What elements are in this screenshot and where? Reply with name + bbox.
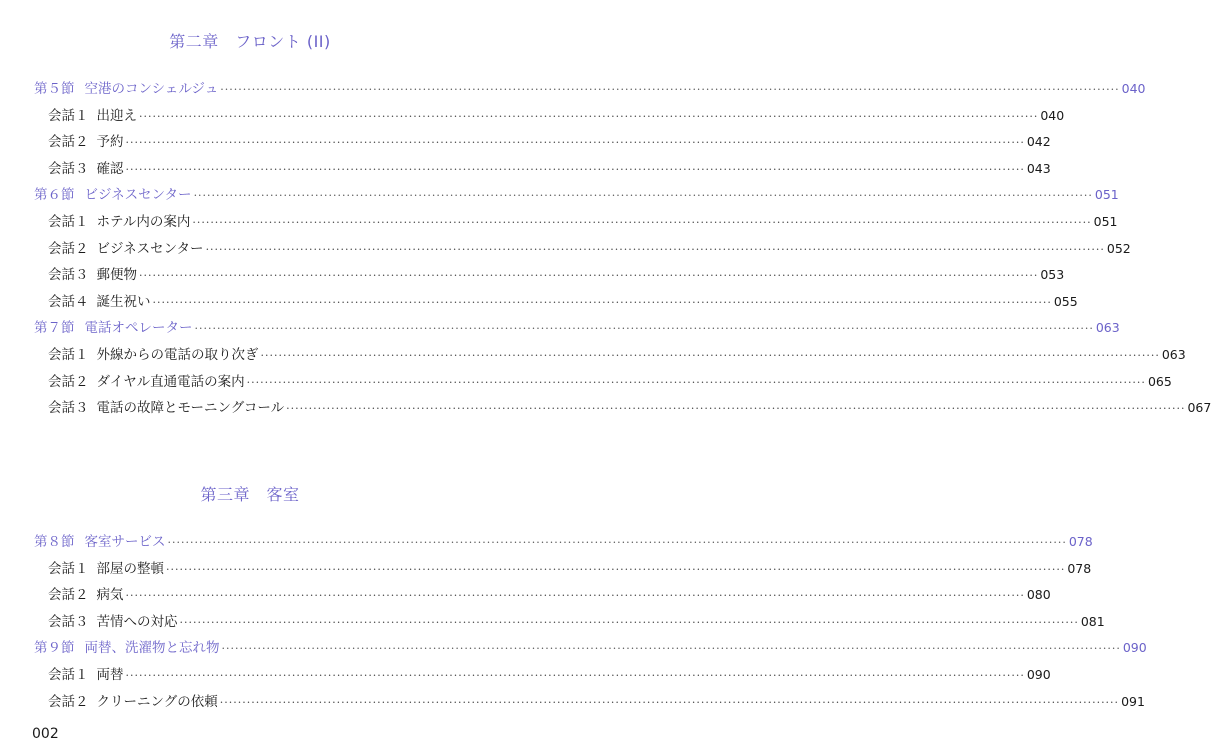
chapter-title: 第三章 客室: [200, 485, 300, 504]
toc-page-number: 090: [1026, 666, 1051, 682]
toc-entry-label: [48, 662, 124, 689]
toc-page-number: 090: [1122, 640, 1147, 656]
toc-entry-label: [48, 262, 137, 289]
toc-entry-title: 病気: [96, 587, 124, 604]
toc-entry-label: [48, 209, 190, 236]
toc-entry-label: [48, 289, 151, 316]
dot-leader: ········································································································································································································: [219, 695, 1120, 709]
toc-entry-label: [48, 103, 137, 130]
toc-page-number: 078: [1068, 534, 1093, 549]
toc-page-number: 040: [1121, 81, 1146, 96]
toc-entry-title: 郵便物: [96, 267, 137, 284]
dot-leader: ········································································································································································································: [179, 615, 1079, 629]
toc-entry-label: [48, 156, 124, 183]
toc-entry-title: 両替: [96, 666, 124, 683]
toc-page-number: 078: [1067, 560, 1092, 576]
toc-entry-prefix: 会話３: [48, 267, 89, 284]
toc-entry-label: [48, 395, 284, 422]
dot-leader: ········································································································································································································: [260, 348, 1160, 362]
toc-entry-title: 予約: [96, 134, 124, 151]
toc-entry-label: [48, 236, 204, 263]
toc-entry-prefix: 会話１: [48, 346, 89, 363]
toc-entry-prefix: 会話１: [48, 560, 89, 577]
toc-entry-prefix: 会話１: [48, 107, 89, 124]
toc-page-number: 042: [1026, 134, 1051, 150]
toc-entry-title: ホテル内の案内: [96, 213, 191, 230]
dot-leader: ········································································································································································································: [139, 269, 1039, 283]
toc-entry-title: クリーニングの依頼: [96, 693, 218, 710]
toc-entry-prefix: 会話２: [48, 693, 89, 710]
toc-entry-prefix: 会話２: [48, 587, 89, 604]
toc-conversation-row[interactable]: [34, 662, 1051, 689]
toc-entry-label: [48, 582, 124, 609]
toc-page-number: 052: [1106, 240, 1131, 256]
toc-page-number: 051: [1094, 187, 1119, 203]
dot-leader: ········································································································································································································: [246, 375, 1146, 389]
dot-leader: ········································································································································································································: [220, 83, 1120, 96]
toc-page-number: 081: [1080, 613, 1105, 629]
toc-entry-title: ダイヤル直通電話の案内: [96, 373, 245, 390]
toc-page-number: 043: [1026, 160, 1051, 176]
chapter-title: 第二章 フロント (II): [169, 32, 331, 51]
toc-list: [34, 529, 1147, 715]
toc-entry-title: 両替、洗濯物と忘れ物: [84, 640, 220, 657]
toc-conversation-row[interactable]: [34, 289, 1078, 316]
toc-entry-label: [48, 129, 124, 156]
toc-entry-prefix: 会話１: [48, 666, 89, 683]
toc-page-number: 055: [1053, 293, 1078, 309]
toc-page-number: 040: [1040, 107, 1065, 123]
dot-leader: ········································································································································································································: [139, 109, 1039, 123]
dot-leader: ········································································································································································································: [125, 136, 1025, 150]
toc-entry-label: [34, 182, 192, 209]
toc-entry-title: 確認: [96, 160, 124, 177]
toc-entry-prefix: 第９節: [34, 640, 75, 657]
toc-list: [34, 76, 1211, 422]
toc-conversation-row[interactable]: [34, 209, 1118, 236]
dot-leader: ········································································································································································································: [167, 536, 1067, 549]
toc-entry-label: [48, 556, 164, 583]
toc-conversation-row[interactable]: [34, 369, 1172, 396]
toc-conversation-row[interactable]: [34, 129, 1051, 156]
toc-entry-prefix: 会話２: [48, 240, 89, 257]
toc-conversation-row[interactable]: [34, 556, 1092, 583]
toc-page-number: 051: [1093, 213, 1118, 229]
toc-section-row[interactable]: [34, 529, 1093, 556]
toc-entry-prefix: 会話３: [48, 613, 89, 630]
toc-conversation-row[interactable]: [34, 236, 1131, 263]
toc-entry-prefix: 会話３: [48, 160, 89, 177]
dot-leader: ········································································································································································································: [125, 162, 1025, 176]
dot-leader: ········································································································································································································: [194, 322, 1094, 336]
toc-section-row[interactable]: [34, 182, 1119, 209]
toc-entry-title: 誕生祝い: [96, 293, 151, 310]
toc-entry-title: ビジネスセンター: [96, 240, 204, 257]
toc-entry-prefix: 会話３: [48, 400, 89, 417]
toc-entry-label: [48, 369, 245, 396]
dot-leader: ········································································································································································································: [286, 402, 1186, 416]
toc-entry-label: [34, 315, 193, 342]
toc-entry-prefix: 会話２: [48, 373, 89, 390]
toc-page-number: 065: [1147, 373, 1172, 389]
toc-conversation-row[interactable]: [34, 342, 1186, 369]
dot-leader: ········································································································································································································: [193, 189, 1093, 203]
toc-page-number: 080: [1026, 587, 1051, 603]
toc-page-number: 091: [1121, 693, 1145, 709]
toc-entry-prefix: 会話２: [48, 134, 89, 151]
toc-entry-label: [48, 609, 178, 636]
toc-entry-title: 出迎え: [96, 107, 137, 124]
toc-entry-title: ビジネスセンター: [84, 187, 192, 204]
toc-entry-label: [34, 76, 218, 103]
dot-leader: ········································································································································································································: [166, 562, 1066, 576]
toc-conversation-row[interactable]: [34, 582, 1051, 609]
toc-conversation-row[interactable]: [34, 103, 1065, 130]
toc-entry-title: 外線からの電話の取り次ぎ: [96, 346, 259, 363]
toc-entry-title: 苦情への対応: [96, 613, 178, 630]
toc-conversation-row[interactable]: [34, 156, 1051, 183]
toc-page-number: 067: [1187, 400, 1211, 416]
toc-entry-title: 部屋の整頓: [96, 560, 164, 577]
toc-page-number: 063: [1161, 346, 1186, 362]
toc-entry-title: 電話の故障とモーニングコール: [96, 400, 285, 417]
toc-conversation-row[interactable]: [34, 689, 1145, 716]
toc-entry-label: [34, 529, 166, 556]
dot-leader: ········································································································································································································: [125, 668, 1025, 682]
toc-page-number: 063: [1095, 320, 1120, 336]
toc-entry-title: 空港のコンシェルジュ: [84, 81, 219, 97]
toc-section-row[interactable]: [34, 315, 1120, 342]
toc-conversation-row[interactable]: [34, 262, 1065, 289]
toc-entry-title: 客室サービス: [84, 534, 166, 550]
toc-entry-prefix: 第８節: [34, 534, 75, 550]
toc-conversation-row[interactable]: [34, 395, 1211, 422]
toc-section-row[interactable]: [34, 635, 1147, 662]
toc-entry-prefix: 会話４: [48, 293, 89, 310]
toc-entry-title: 電話オペレーター: [84, 320, 193, 337]
dot-leader: ········································································································································································································: [125, 589, 1025, 603]
page-number: 002: [32, 726, 59, 742]
toc-entry-prefix: 第５節: [34, 81, 75, 97]
dot-leader: ········································································································································································································: [205, 242, 1105, 256]
toc-entry-prefix: 会話１: [48, 213, 89, 230]
dot-leader: ········································································································································································································: [152, 295, 1052, 309]
toc-entry-label: [34, 635, 220, 662]
toc-page-number: 053: [1040, 267, 1065, 283]
toc-entry-prefix: 第７節: [34, 320, 75, 337]
toc-section-row[interactable]: [34, 76, 1146, 103]
toc-entry-label: [48, 689, 218, 716]
dot-leader: ········································································································································································································: [221, 642, 1121, 656]
toc-entry-prefix: 第６節: [34, 187, 75, 204]
toc-conversation-row[interactable]: [34, 609, 1105, 636]
toc-entry-label: [48, 342, 259, 369]
dot-leader: ········································································································································································································: [192, 215, 1092, 229]
